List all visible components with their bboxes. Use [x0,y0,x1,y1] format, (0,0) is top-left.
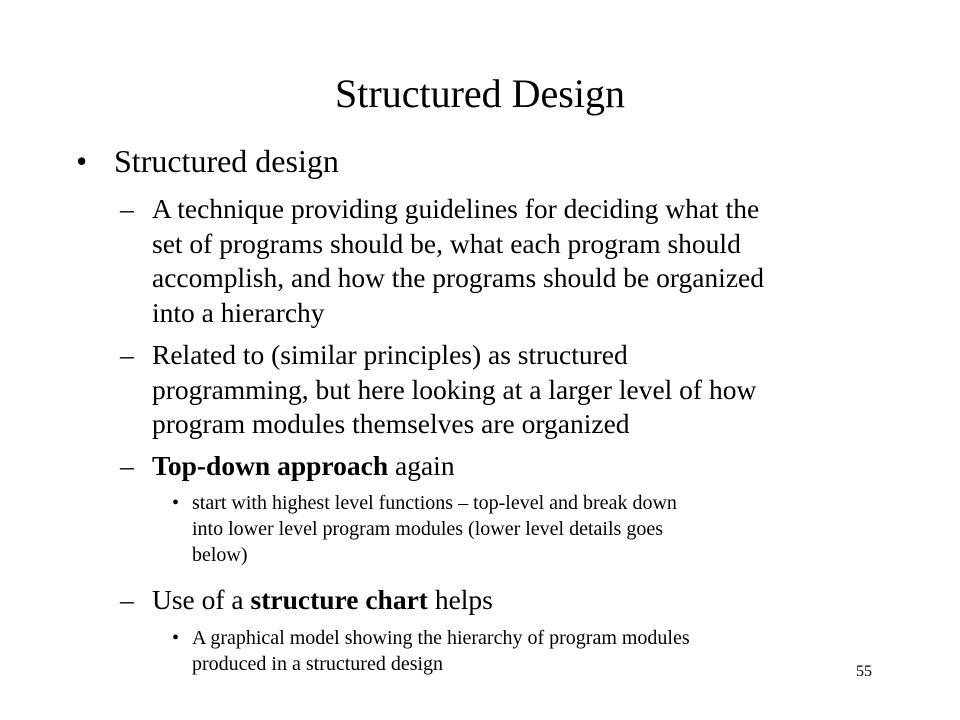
dash-icon: – [120,584,134,615]
text-line [152,449,872,484]
bold-term: Top-down approach [152,450,389,481]
dash-icon: – [120,193,134,224]
bullet-icon: • [172,492,180,514]
text-line [152,583,872,618]
dash-icon: – [120,450,134,481]
text-line: produced in a structured design [192,653,444,675]
text-line: set of programs should be, what each program should [152,227,741,259]
sub-point-text [152,583,872,618]
text-line: Related to (similar principles) as structured [152,339,628,370]
text-line: into lower level program modules (lower level details goes [192,518,663,540]
text-line: A graphical model showing the hierarchy of program modules [192,627,690,649]
sub-point-text [152,338,872,442]
sub-sub-point-text [192,490,872,568]
text-prefix: Use of a [152,584,251,615]
sub-point-text [152,192,872,330]
dash-icon: – [120,339,134,370]
text-line: programming, but here looking at a larger level of how [152,373,757,405]
slide-title: Structured Design [335,71,625,116]
text-rest: again [388,450,455,481]
bold-term: structure chart [250,584,428,615]
sub-point-text [152,449,872,484]
sub-sub-point-text [192,625,872,677]
bullet-icon: • [76,143,88,179]
main-bullet-text: Structured design [114,143,339,179]
text-line: A technique providing guidelines for deciding what the [152,193,760,224]
text-rest: helps [427,584,493,615]
text-line: program modules themselves are organized [152,408,630,439]
page-number: 55 [856,663,872,680]
text-line: accomplish, and how the programs should be organized [152,262,764,293]
bullet-icon: • [172,627,180,649]
text-line: start with highest level functions – top-level and break down [192,492,677,514]
text-line: below) [192,544,248,566]
text-line: into a hierarchy [152,296,325,328]
